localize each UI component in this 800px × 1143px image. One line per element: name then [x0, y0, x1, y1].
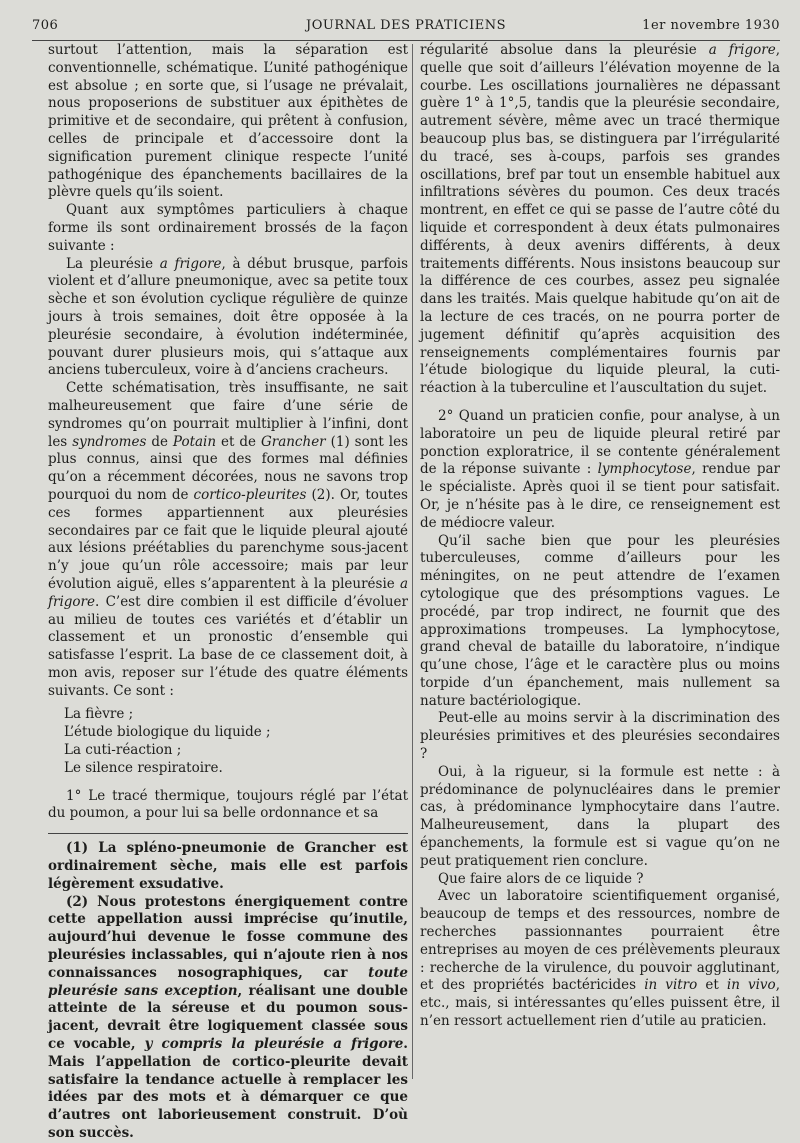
running-header — [32, 12, 780, 36]
paragraph: Cette schématisation, très insuffisante, ne sait malheureusement que faire d’une série de syndromes qu’on pourrait multiplier à l’infini, dont les syndromes de Potain et de Grancher (1) sont les plus connus, ainsi que des formes mal définies qu’on a récemment décorées, nous ne savons trop pourquoi du nom de cortico-pleurites (2). Or, toutes ces formes appartiennent aux pleurésies secondaires par ce fait que le liquide pleural ajouté aux lésions préétablies du parenchyme sous-jacent n’y joue qu’un rôle accessoire; mais par leur évolution aiguë, elles s’apparentent à la pleurésie a frigore. C’est dire combien il est difficile d’évoluer au milieu de toutes ces variétés et d’établir un classement et un pronostic d’ensemble qui satisfasse l’esprit. La base de ce classement doit, à mon avis, reposer sur l’étude des quatre éléments suivants. Ce sont : — [48, 380, 409, 699]
elements-list — [64, 706, 408, 777]
right-column — [420, 42, 780, 1031]
paragraph: 1° Le tracé thermique, toujours réglé par l’état du poumon, a pour lui sa belle ordonnance et sa — [48, 787, 408, 822]
paragraph: Quant aux symptômes particuliers à chaque forme ils sont ordinairement brossés de la façon suivante : — [48, 202, 408, 254]
list-item: La cuti-réaction ; — [64, 742, 182, 759]
journal-title: JOURNAL DES PRATICIENS — [306, 18, 506, 33]
paragraph: La pleurésie a frigore, à début brusque, parfois violent et d’allure pneumonique, avec sa petite toux sèche et son évolution cyclique régulière de quinze jours à trois semaines, doit être opposée à la pleurésie secondaire, à évolution indéterminée, pouvant durer plusieurs mois, qui s’attaque aux anciens tuberculeux, voire à d’anciens cracheurs. — [48, 255, 408, 379]
list-item: L’étude biologique du liquide ; — [64, 724, 271, 741]
list-item: La fièvre ; — [64, 706, 134, 723]
paragraph: Que faire alors de ce liquide ? — [438, 870, 644, 887]
paragraph: Oui, à la rigueur, si la formule est nette : à prédominance de polynucléaires dans le premier cas, à prédominance lymphocytaire dans l’autre. Malheureusement, dans la plupart des épanchements, la formule est si vague qu’on ne peut pratiquement rien conclure. — [420, 763, 780, 869]
paragraph: Qu’il sache bien que pour les pleurésies tuberculeuses, comme d’ailleurs pour les méningites, on ne peut attendre de l’examen cytologique que des présomptions vagues. Le procédé, par trop indirect, ne fournit que des approximations trompeuses. La lymphocytose, grand cheval de bataille du laboratoire, n’indique qu’une chose, l’âge et le caractère plus ou moins torpide d’un épanchement, mais nullement sa nature bactériologique. — [420, 532, 780, 709]
paragraph: surtout l’attention, mais la séparation est conventionnelle, schématique. L’unité pathogénique est absolue ; en sorte que, si l’usage ne prévalait, nous proposerions de substituer aux épithètes de primitive et de secondaire, qui prêtent à confusion, celles de principale et d’accessoire dont la signification purement clinique respecte l’unité pathogénique des épanchements bacillaires de la plèvre quels qu’ils soient. — [48, 42, 408, 201]
header-rule — [32, 40, 780, 41]
footnote: (1) La spléno-pneumonie de Grancher est ordinairement sèche, mais elle est parfois légèrement exsudative. — [48, 840, 408, 892]
column-divider — [412, 44, 413, 1079]
page-number: 706 — [32, 18, 59, 33]
paragraph: 2° Quand un praticien confie, pour analyse, à un laboratoire un peu de liquide pleural retiré par ponction exploratrice, il se contente généralement de la réponse suivante : lymphocytose, rendue par le spécialiste. Après quoi il se tient pour satisfait. Or, je n’hésite pas à le dire, ce renseignement est de médiocre valeur. — [420, 407, 780, 531]
footnote-rule — [48, 833, 408, 834]
paragraph: Peut-elle au moins servir à la discrimination des pleurésies primitives et des pleurésies secondaires ? — [420, 710, 780, 763]
issue-date: 1er novembre 1930 — [642, 18, 780, 33]
list-item: Le silence respiratoire. — [64, 759, 223, 776]
footnote: (2) Nous protestons énergiquement contre cette appellation aussi imprécise qu’inutile, aujourd’hui devenue le fosse commune des pleurésies inclassables, qui n’ajoute rien à nos connaissances nosographiques, car toute pleurésie sans exception, réalisant une double atteinte de la séreuse et du poumon sous-jacent, devrait être logiquement classée sous ce vocable, y compris la pleurésie a frigore. Mais l’appellation de cortico-pleurite devait satisfaire la tendance actuelle à remplacer les idées par des mots et à démarquer ce que d’autres ont laborieusement construit. D’où son succès. — [48, 893, 408, 1142]
paragraph: régularité absolue dans la pleurésie a frigore, quelle que soit d’ailleurs l’élévation moyenne de la courbe. Les oscillations journalières ne dépassant guère 1° à 1°,5, tandis que la pleurésie secondaire, autrement sévère, même avec un tracé thermique beaucoup plus bas, se distinguera par l’irrégularité du tracé, ses à-coups, parfois ses grandes oscillations, bref par tout un ensemble habituel aux infiltrations sévères du poumon. Ces deux tracés montrent, en effet ce qui se passe de l’autre côté du liquide et correspondent à deux états pulmonaires différents, à deux avenirs différents, à deux traitements différents. Nous insistons beaucoup sur la différence de ces courbes, assez peu signalée dans les traités. Mais quelque habitude qu’on ait de la lecture de ces tracés, on ne pourra porter de jugement définitif qu’après acquisition des renseignements complémentaires fournis par l’étude biologique du liquide pleural, la cuti-réaction à la tuberculine et l’auscultation du sujet. — [420, 42, 780, 397]
left-column — [48, 42, 408, 1143]
paragraph: Avec un laboratoire scientifiquement organisé, beaucoup de temps et des ressources, nombre de recherches passionnantes pourraient être entreprises au moyen de ces prélèvements pleuraux : recherche de la virulence, du pouvoir agglutinant, et des propriétés bactéricides in vitro et in vivo, etc., mais, si intéressantes qu’elles puissent être, il n’en ressort actuellement rien d’utile au praticien. — [420, 888, 780, 1030]
